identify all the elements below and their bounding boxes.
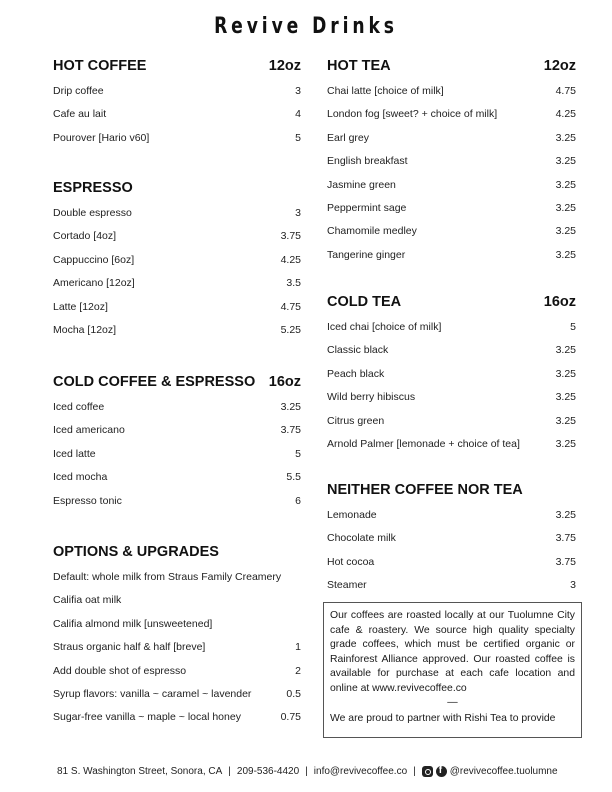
item-price: 0.5 — [286, 687, 301, 700]
footer — [57, 766, 558, 777]
item-price: 3.25 — [555, 509, 576, 521]
item-name: Classic black — [327, 344, 389, 357]
item-price: 3.25 — [555, 414, 576, 427]
item-price: 3.75 — [555, 532, 576, 545]
item-price: 3.25 — [555, 225, 576, 238]
item-price: 0.75 — [280, 711, 301, 724]
menu-item — [53, 127, 301, 150]
item-name: Double espresso — [53, 207, 132, 219]
item-price: 3.25 — [555, 367, 576, 380]
menu-item — [327, 551, 576, 574]
section-cold-tea — [327, 294, 576, 456]
section-neither — [327, 482, 576, 598]
item-name: Citrus green — [327, 414, 385, 427]
item-name: Add double shot of espresso — [53, 664, 187, 677]
menu-item — [53, 272, 301, 295]
item-name: Pourover [Hario v60] — [53, 131, 150, 144]
item-price: 3.25 — [555, 178, 576, 191]
item-price: 3.25 — [555, 201, 576, 214]
facebook-icon — [436, 766, 447, 777]
section-header — [53, 544, 301, 566]
section-hot-coffee — [53, 58, 301, 150]
menu-item — [53, 490, 301, 513]
item-price: 4 — [295, 108, 301, 121]
item-price: 3.75 — [555, 555, 576, 568]
item-price: 1 — [295, 641, 301, 654]
item-price: 4.75 — [555, 85, 576, 97]
menu-item — [327, 244, 576, 267]
section-title: HOT COFFEE — [53, 58, 147, 74]
item-name: Lemonade — [327, 509, 377, 521]
menu-item — [327, 80, 576, 103]
address: 81 S. Washington Street, Sonora, CA — [57, 766, 223, 777]
menu-item — [53, 613, 301, 636]
menu-item — [53, 566, 301, 589]
item-price: 5 — [570, 321, 576, 333]
social-handle: @revivecoffee.tuolumne — [449, 766, 558, 777]
menu-item — [327, 197, 576, 220]
item-name: Califia almond milk [unsweetened] — [53, 617, 213, 630]
item-price: 5 — [295, 447, 301, 460]
section-header — [327, 294, 576, 316]
item-name: Americano [12oz] — [53, 277, 135, 290]
menu-item — [327, 504, 576, 527]
section-header — [53, 374, 301, 396]
section-title: ESPRESSO — [53, 180, 133, 196]
item-name: Iced coffee — [53, 401, 105, 413]
item-name: Drip coffee — [53, 85, 104, 97]
item-price: 4.75 — [280, 300, 301, 313]
item-price: 6 — [295, 494, 301, 507]
menu-item — [53, 660, 301, 683]
section-size: 12oz — [268, 58, 301, 74]
item-price: 3.25 — [555, 344, 576, 357]
menu-item — [53, 202, 301, 225]
item-name: Chocolate milk — [327, 532, 396, 545]
menu-item — [53, 443, 301, 466]
item-price: 3.25 — [555, 437, 576, 450]
instagram-icon — [422, 766, 433, 777]
item-name: Tangerine ginger — [327, 248, 406, 261]
section-header — [327, 482, 576, 504]
item-name: London fog [sweet? + choice of milk] — [327, 108, 498, 121]
item-name: Steamer — [327, 579, 367, 592]
divider: — — [447, 697, 458, 708]
section-options — [53, 544, 301, 730]
item-name: English breakfast — [327, 155, 408, 168]
separator: | — [228, 766, 231, 777]
item-price: 3 — [295, 207, 301, 219]
menu-item — [53, 103, 301, 126]
separator: | — [305, 766, 308, 777]
item-name: Peach black — [327, 367, 385, 380]
item-price: 5.25 — [280, 323, 301, 336]
item-price: 5.5 — [286, 471, 301, 484]
item-name: Iced mocha — [53, 471, 108, 484]
item-name: Jasmine green — [327, 178, 396, 191]
menu-item — [327, 339, 576, 362]
section-title: NEITHER COFFEE NOR TEA — [327, 482, 523, 498]
section-title: COLD TEA — [327, 294, 402, 310]
item-price: 4.25 — [280, 253, 301, 266]
email: info@revivecoffee.co — [313, 766, 408, 777]
menu-item — [53, 419, 301, 442]
menu-item — [327, 127, 576, 150]
item-name: Default: whole milk from Straus Family Creamery — [53, 571, 282, 583]
section-size: 16oz — [543, 294, 576, 310]
section-size: 12oz — [543, 58, 576, 74]
item-name: Chamomile medley — [327, 225, 417, 238]
info-box — [323, 602, 582, 738]
phone: 209-536-4420 — [236, 766, 300, 777]
menu-item — [327, 386, 576, 409]
item-price: 3.25 — [555, 131, 576, 144]
menu-item — [53, 636, 301, 659]
item-price: 3.25 — [280, 401, 301, 413]
item-name: Arnold Palmer [lemonade + choice of tea] — [327, 437, 520, 450]
section-title: OPTIONS & UPGRADES — [53, 544, 219, 560]
item-price: 3.25 — [555, 391, 576, 404]
item-name: Cortado [4oz] — [53, 230, 117, 243]
section-title: COLD COFFEE & ESPRESSO — [53, 374, 256, 390]
menu-item — [53, 589, 301, 612]
item-price: 2 — [295, 664, 301, 677]
menu-item — [327, 174, 576, 197]
item-name: Cafe au lait — [53, 108, 107, 121]
item-name: Straus organic half & half [breve] — [53, 641, 206, 654]
item-price: 5 — [295, 131, 301, 144]
separator: | — [413, 766, 416, 777]
item-name: Syrup flavors: vanilla ~ caramel ~ lavender — [53, 687, 252, 700]
item-name: Iced americano — [53, 424, 125, 437]
menu-item — [53, 466, 301, 489]
item-price: 3.25 — [555, 248, 576, 261]
section-header — [53, 58, 301, 80]
item-price: 3 — [295, 85, 301, 97]
menu-item — [53, 296, 301, 319]
item-price: 3.75 — [280, 230, 301, 243]
item-name: Earl grey — [327, 131, 370, 144]
roasting-info: Our coffees are roasted locally at our Tuolumne City cafe & roastery. We source high quality specialty grade coffees, which must be certified organic or Rainforest Alliance approved. Our roasted coffee is available for purchase at each cafe location and online at www.revivecoffee.co — [330, 610, 575, 694]
menu-item — [53, 225, 301, 248]
item-price: 3 — [570, 579, 576, 592]
item-name: Espresso tonic — [53, 494, 122, 507]
menu-item — [327, 433, 576, 456]
item-name: Iced latte — [53, 447, 96, 460]
item-name: Latte [12oz] — [53, 300, 108, 313]
item-name: Sugar-free vanilla ~ maple ~ local honey — [53, 711, 241, 724]
section-title: HOT TEA — [327, 58, 391, 74]
item-name: Mocha [12oz] — [53, 323, 117, 336]
menu-item — [327, 363, 576, 386]
section-hot-tea — [327, 58, 576, 267]
menu-item — [53, 249, 301, 272]
item-price: 3.75 — [280, 424, 301, 437]
section-header — [327, 58, 576, 80]
menu-item — [327, 410, 576, 433]
menu-item — [53, 319, 301, 342]
menu-item — [53, 683, 301, 706]
partner-info: We are proud to partner with Rishi Tea to provide — [330, 713, 556, 724]
item-name: Peppermint sage — [327, 201, 407, 214]
item-name: Wild berry hibiscus — [327, 391, 416, 404]
menu-item — [327, 316, 576, 339]
item-name: Califia oat milk — [53, 594, 122, 607]
item-price: 3.5 — [286, 277, 301, 290]
menu-item — [53, 396, 301, 419]
section-espresso — [53, 180, 301, 342]
menu-item — [327, 574, 576, 597]
menu-item — [53, 80, 301, 103]
section-cold-coffee — [53, 374, 301, 513]
item-name: Iced chai [choice of milk] — [327, 321, 442, 333]
menu-item — [53, 706, 301, 729]
menu-title: Revive Drinks — [214, 14, 398, 39]
item-price: 4.25 — [555, 108, 576, 121]
menu-item — [327, 220, 576, 243]
item-name: Chai latte [choice of milk] — [327, 85, 444, 97]
menu-item — [327, 150, 576, 173]
item-name: Hot cocoa — [327, 555, 375, 568]
item-name: Cappuccino [6oz] — [53, 253, 135, 266]
section-size: 16oz — [268, 374, 301, 390]
menu-item — [327, 103, 576, 126]
menu-item — [327, 527, 576, 550]
item-price: 3.25 — [555, 155, 576, 168]
section-header — [53, 180, 301, 202]
